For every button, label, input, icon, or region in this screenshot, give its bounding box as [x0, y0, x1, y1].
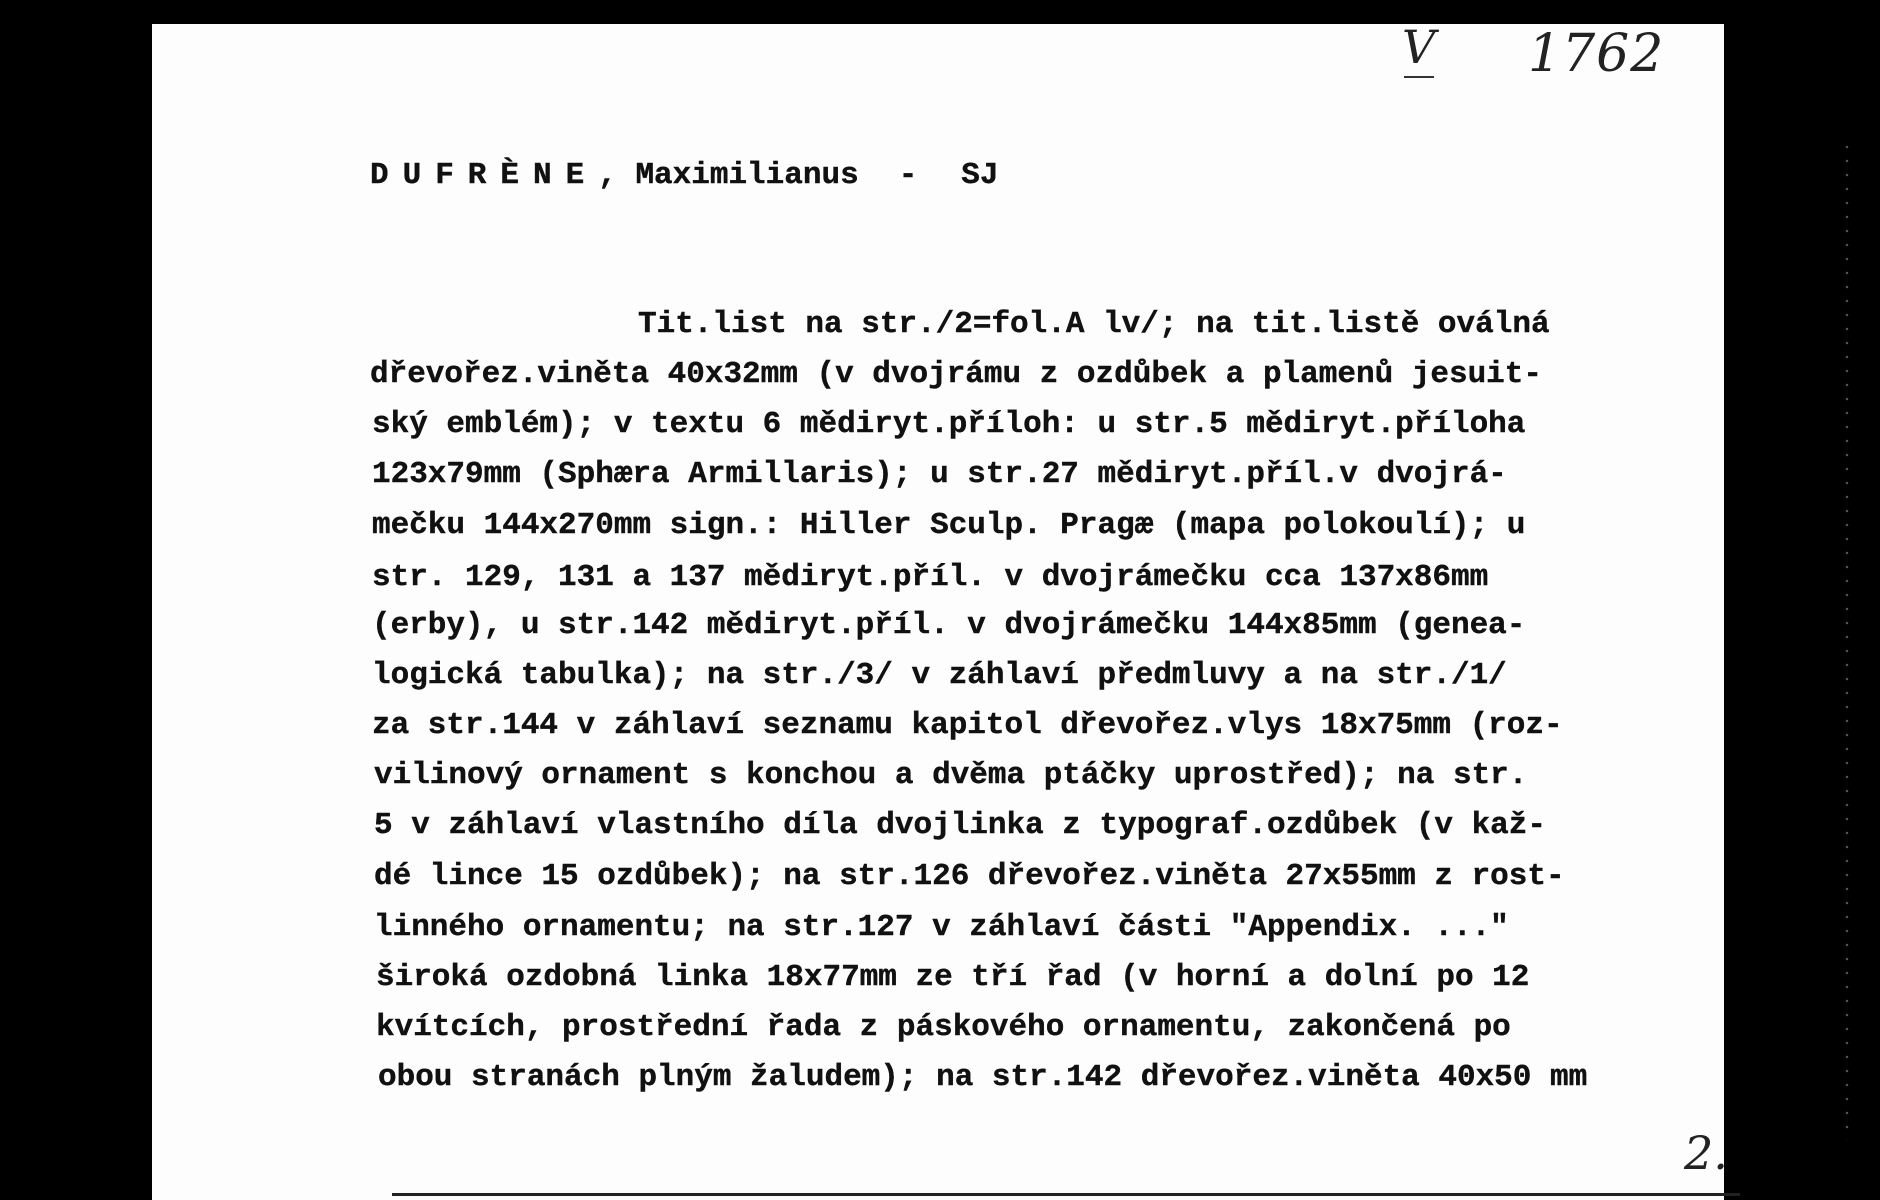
- text-line-13: linného ornamentu; na str.127 v záhlaví části "Appendix. ...": [374, 910, 1509, 945]
- text-line-12: dé lince 15 ozdůbek); na str.126 dřevořez.viněta 27x55mm z rost-: [374, 859, 1565, 894]
- text-line-2: dřevořez.viněta 40x32mm (v dvojrámu z ozdůbek a plamenů jesuit-: [370, 357, 1542, 392]
- card-heading: [370, 158, 999, 193]
- text-line-1: Tit.list na str./2=fol.A lv/; na tit.listě oválná: [638, 307, 1550, 342]
- page-number: 2.: [1684, 1126, 1728, 1180]
- text-line-5: mečku 144x270mm sign.: Hiller Sculp. Pragæ (mapa polokoulí); u: [372, 508, 1526, 543]
- heading-given-name: , Maximilianus: [598, 158, 859, 193]
- text-line-7: (erby), u str.142 mědiryt.příl. v dvojrámečku 144x85mm (genea-: [372, 608, 1526, 643]
- heading-order: SJ: [961, 158, 999, 193]
- scan-edge-dots: [1844, 140, 1850, 1140]
- card-bottom-edge: [392, 1193, 1740, 1196]
- catalog-number: 1762: [1528, 24, 1665, 84]
- heading-surname: DUFRÈNE: [370, 158, 599, 193]
- roman-numeral: V: [1402, 20, 1438, 74]
- text-line-10: vilinový ornament s konchou a dvěma ptáčky uprostřed); na str.: [374, 758, 1528, 793]
- text-line-11: 5 v záhlaví vlastního díla dvojlinka z typograf.ozdůbek (v kaž-: [374, 808, 1546, 843]
- text-line-4: 123x79mm (Sphæra Armillaris); u str.27 mědiryt.příl.v dvojrá-: [372, 457, 1507, 492]
- heading-separator: -: [898, 158, 918, 193]
- text-line-8: logická tabulka); na str./3/ v záhlaví předmluvy a na str./1/: [372, 658, 1507, 693]
- text-line-9: za str.144 v záhlaví seznamu kapitol dřevořez.vlys 18x75mm (roz-: [372, 708, 1563, 743]
- text-line-6: str. 129, 131 a 137 mědiryt.příl. v dvojrámečku cca 137x86mm: [372, 560, 1489, 595]
- text-line-15: kvítcích, prostřední řada z páskového ornamentu, zakončená po: [376, 1010, 1511, 1045]
- text-line-3: ský emblém); v textu 6 mědiryt.příloh: u str.5 mědiryt.příloha: [372, 407, 1526, 442]
- roman-numeral-underline: [1404, 76, 1434, 78]
- text-line-16: obou stranách plným žaludem); na str.142 dřevořez.viněta 40x50 mm: [378, 1060, 1588, 1095]
- text-line-14: široká ozdobná linka 18x77mm ze tří řad (v horní a dolní po 12: [376, 960, 1530, 995]
